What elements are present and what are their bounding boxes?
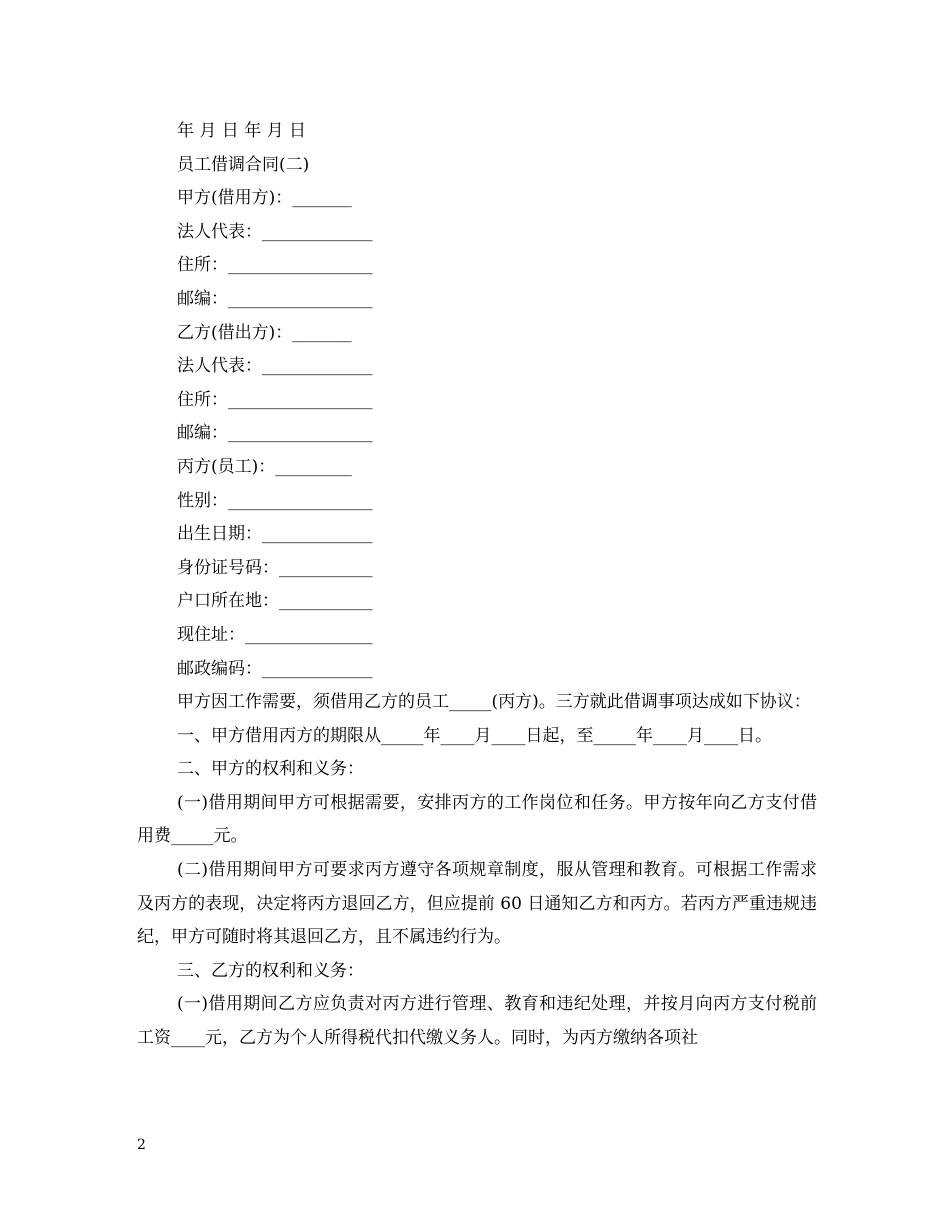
party-a-clause-1: (一)借用期间甲方可根据需要，安排丙方的工作岗位和任务。甲方按年向乙方支付借用费_____元。 xyxy=(137,792,817,847)
party-a-legal-rep-line: 法人代表：_____________ xyxy=(177,221,373,242)
document-body xyxy=(137,115,817,1056)
contract-title: 员工借调合同(二) xyxy=(177,154,310,175)
section-heading-party-b: 三、乙方的权利和义务： xyxy=(177,960,364,981)
party-a-line: 甲方(借用方)：_______ xyxy=(177,188,352,209)
date-line: 年 月 日 年 月 日 xyxy=(177,121,307,141)
section-heading-party-a: 二、甲方的权利和义务： xyxy=(177,759,364,780)
party-a-clause-2: (二)借用期间甲方可要求丙方遵守各项规章制度，服从管理和教育。可根据工作需求及丙方的表现，决定将丙方退回乙方，但应提前 60 日通知乙方和丙方。若丙方严重违规违纪，甲方可随时将其退回乙方，且不属违约行为。 xyxy=(137,860,817,948)
party-b-clause-1: (一)借用期间乙方应负责对丙方进行管理、教育和违纪处理，并按月向丙方支付税前工资____元，乙方为个人所得税代扣代缴义务人。同时，为丙方缴纳各项社 xyxy=(137,994,817,1049)
id-number-line: 身份证号码：___________ xyxy=(177,557,373,578)
party-c-line: 丙方(员工)：_________ xyxy=(177,456,352,477)
preamble-paragraph: 甲方因工作需要，须借用乙方的员工_____(丙方)。三方就此借调事项达成如下协议： xyxy=(177,692,811,713)
household-registration-line: 户口所在地：___________ xyxy=(177,591,373,612)
term-clause: 一、甲方借用丙方的期限从_____年____月____日起，至_____年____月____日。 xyxy=(177,725,772,746)
party-a-address-line: 住所：_________________ xyxy=(177,255,373,276)
party-b-address-line: 住所：_________________ xyxy=(177,389,373,410)
postal-code-line: 邮政编码：_____________ xyxy=(177,658,373,679)
party-b-legal-rep-line: 法人代表：_____________ xyxy=(177,356,373,377)
birth-date-line: 出生日期：_____________ xyxy=(177,524,373,545)
gender-line: 性别：_________________ xyxy=(177,490,373,511)
party-b-postcode-line: 邮编：_________________ xyxy=(177,423,373,444)
page-number: 2 xyxy=(137,1137,146,1153)
party-a-postcode-line: 邮编：_________________ xyxy=(177,288,373,309)
current-address-line: 现住址：_______________ xyxy=(177,624,373,645)
party-b-line: 乙方(借出方)：_______ xyxy=(177,322,352,343)
